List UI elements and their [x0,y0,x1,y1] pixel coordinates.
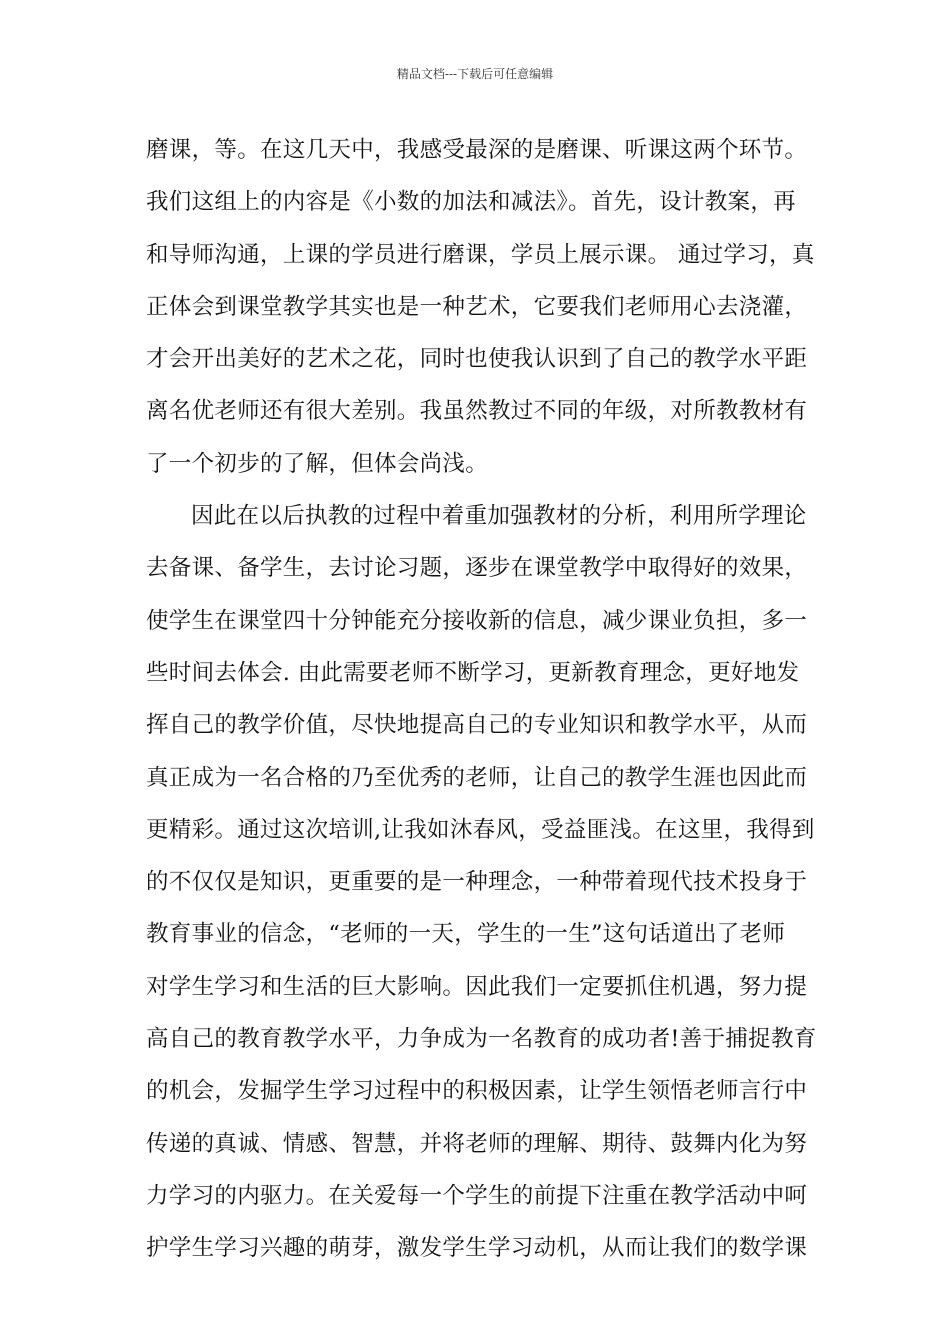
text-line: 高自己的教育教学水平，力争成为一名教育的成功者!善于捕捉教育 [146,1026,817,1053]
text-line: 的机会，发掘学生学习过程中的积极因素，让学生领悟老师言行中 [146,1078,808,1105]
text-line: 正体会到课堂教学其实也是一种艺术，它要我们老师用心去浇灌， [146,293,808,320]
text-line: 磨课，等。在这几天中，我感受最深的是磨课、听课这两个环节。 [146,137,808,163]
text-line: 使学生在课堂四十分钟能充分接收新的信息，减少课业负担，多一 [146,607,808,634]
text-line-first-indented: 因此在以后执教的过程中着重加强教材的分析，利用所学理论 [191,503,807,530]
text-line: 离名优老师还有很大差别。我虽然教过不同的年级，对所教教材有 [146,398,808,425]
text-line: 我们这组上的内容是《小数的加法和减法》。首先，设计教案，再 [146,189,796,216]
text-line: 挥自己的教学价值，尽快地提高自己的专业知识和教学水平，从而 [146,712,808,739]
paragraph-2 [146,496,816,1280]
document-body [146,130,816,1281]
page-header: 精品文档---下载后可任意编辑 [396,67,554,81]
paragraph-1 [146,130,816,496]
text-line: 去备课、备学生，去讨论习题，逐步在课堂教学中取得好的效果， [146,555,808,582]
text-line: 护学生学习兴趣的萌芽，激发学生学习动机，从而让我们的数学课 [146,1235,808,1262]
text-line: 的不仅仅是知识，更重要的是一种理念，一种带着现代技术投身于 [146,869,808,896]
text-line: 更精彩。通过这次培训,让我如沐春风，受益匪浅。在这里，我得到 [146,816,815,843]
text-line: 力学习的内驱力。在关爱每一个学生的前提下注重在教学活动中呵 [146,1182,808,1209]
text-line: 传递的真诚、情感、智慧，并将老师的理解、期待、鼓舞内化为努 [146,1130,808,1157]
text-line: 才会开出美好的艺术之花，同时也使我认识到了自己的教学水平距 [146,346,808,373]
text-line: 和导师沟通，上课的学员进行磨课，学员上展示课。 通过学习，真 [146,241,815,268]
text-line: 些时间去体会. 由此需要老师不断学习，更新教育理念，更好地发 [146,659,800,686]
text-line: 对学生学习和生活的巨大影响。因此我们一定要抓住机遇，努力提 [146,973,808,1000]
text-line: 真正成为一名合格的乃至优秀的老师，让自己的教学生涯也因此而 [146,764,808,791]
text-line: 教育事业的信念，“老师的一天，学生的一生”这句话道出了老师 [146,921,786,948]
text-line: 了一个初步的了解，但体会尚浅。 [146,450,489,477]
